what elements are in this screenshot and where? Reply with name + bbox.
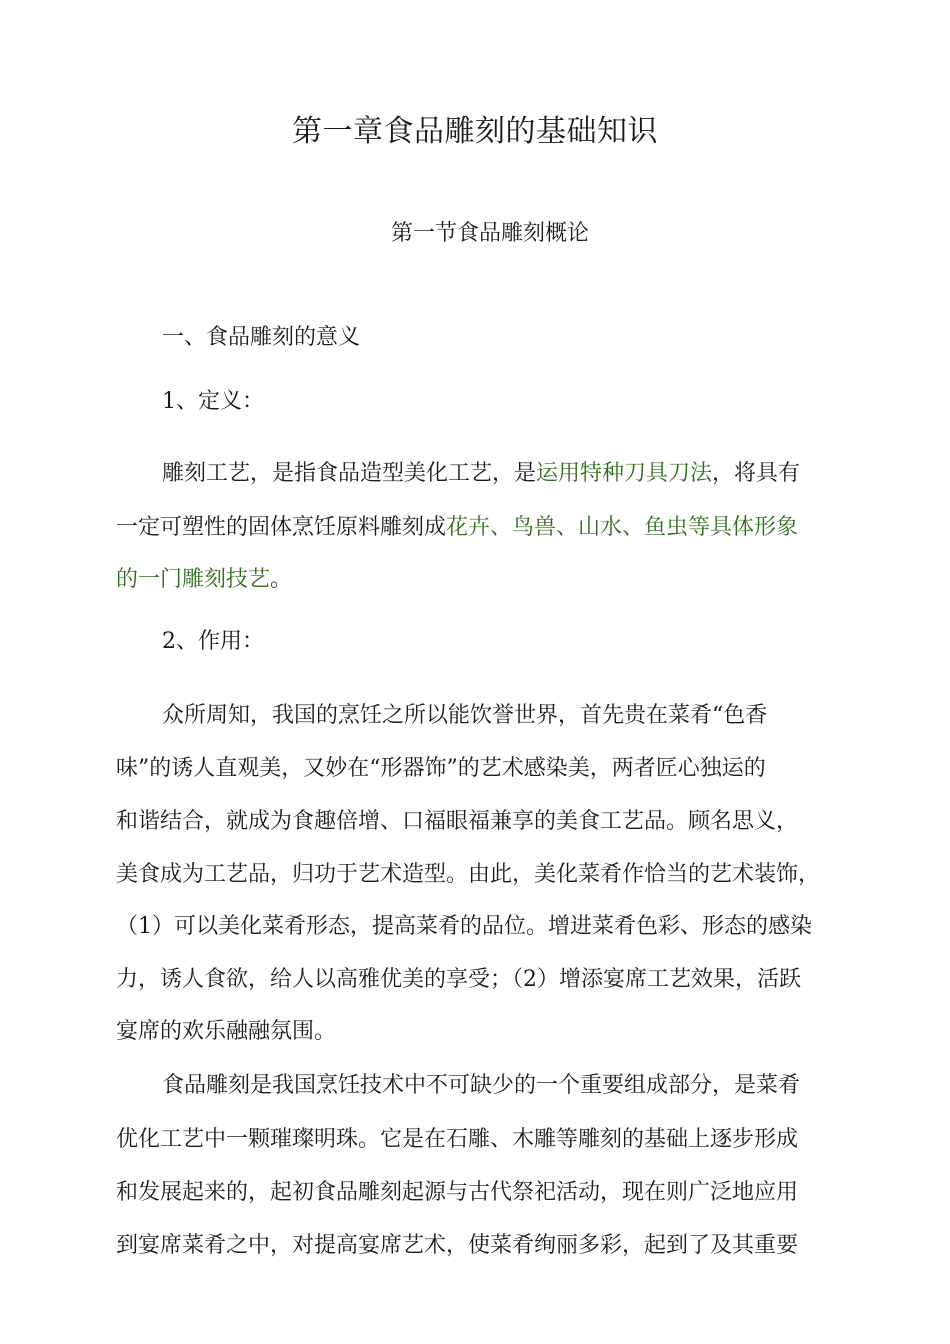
definition-text: 。 bbox=[270, 567, 293, 592]
definition-line-1 bbox=[162, 458, 922, 490]
paragraph-line: 宴席的欢乐融融氛围。 bbox=[116, 1019, 337, 1044]
paragraph-line: 和谐结合，就成为食趣倍增、口福眼福兼享的美食工艺品。顾名思义， bbox=[116, 809, 799, 834]
definition-highlight: 花卉、鸟兽、山水、鱼虫等具体形象 bbox=[446, 515, 799, 540]
paragraph-line: 美食成为工艺品，归功于艺术造型。由此，美化菜肴作恰当的艺术装饰， bbox=[116, 862, 821, 887]
definition-highlight: 的一门雕刻技艺 bbox=[116, 567, 271, 592]
item-definition: 1、定义： bbox=[162, 389, 264, 414]
heading-significance: 一、食品雕刻的意义 bbox=[162, 325, 361, 350]
definition-text: 一定可塑性的固体烹饪原料雕刻成 bbox=[116, 515, 447, 540]
chapter-title: 第一章食品雕刻的基础知识 bbox=[292, 114, 658, 149]
paragraph-line: 力，诱人食欲，给人以高雅优美的享受；（2）增添宴席工艺效果，活跃 bbox=[116, 967, 801, 992]
definition-text: ，将具有 bbox=[712, 461, 801, 486]
paragraph-line: （1）可以美化菜肴形态，提高菜肴的品位。增进菜肴色彩、形态的感染 bbox=[116, 914, 812, 939]
definition-highlight: 运用特种刀具刀法 bbox=[536, 461, 713, 486]
item-function: 2、作用： bbox=[162, 629, 264, 654]
paragraph-line: 优化工艺中一颗璀璨明珠。它是在石雕、木雕等雕刻的基础上逐步形成 bbox=[116, 1127, 799, 1152]
definition-text: 雕刻工艺，是指食品造型美化工艺，是 bbox=[162, 461, 537, 486]
paragraph-line: 食品雕刻是我国烹饪技术中不可缺少的一个重要组成部分，是菜肴 bbox=[162, 1073, 801, 1098]
paragraph-line: 众所周知，我国的烹饪之所以能饮誉世界，首先贵在菜肴“色香 bbox=[162, 703, 768, 728]
definition-line-3 bbox=[116, 564, 876, 596]
section-title: 第一节食品雕刻概论 bbox=[390, 221, 589, 246]
paragraph-line: 和发展起来的，起初食品雕刻起源与古代祭祀活动，现在则广泛地应用 bbox=[116, 1180, 799, 1205]
paragraph-line: 味”的诱人直观美，又妙在“形器饰”的艺术感染美，两者匠心独运的 bbox=[116, 756, 766, 781]
definition-line-2 bbox=[116, 512, 876, 544]
paragraph-line: 到宴席菜肴之中，对提高宴席艺术，使菜肴绚丽多彩，起到了及其重要 bbox=[116, 1233, 799, 1258]
